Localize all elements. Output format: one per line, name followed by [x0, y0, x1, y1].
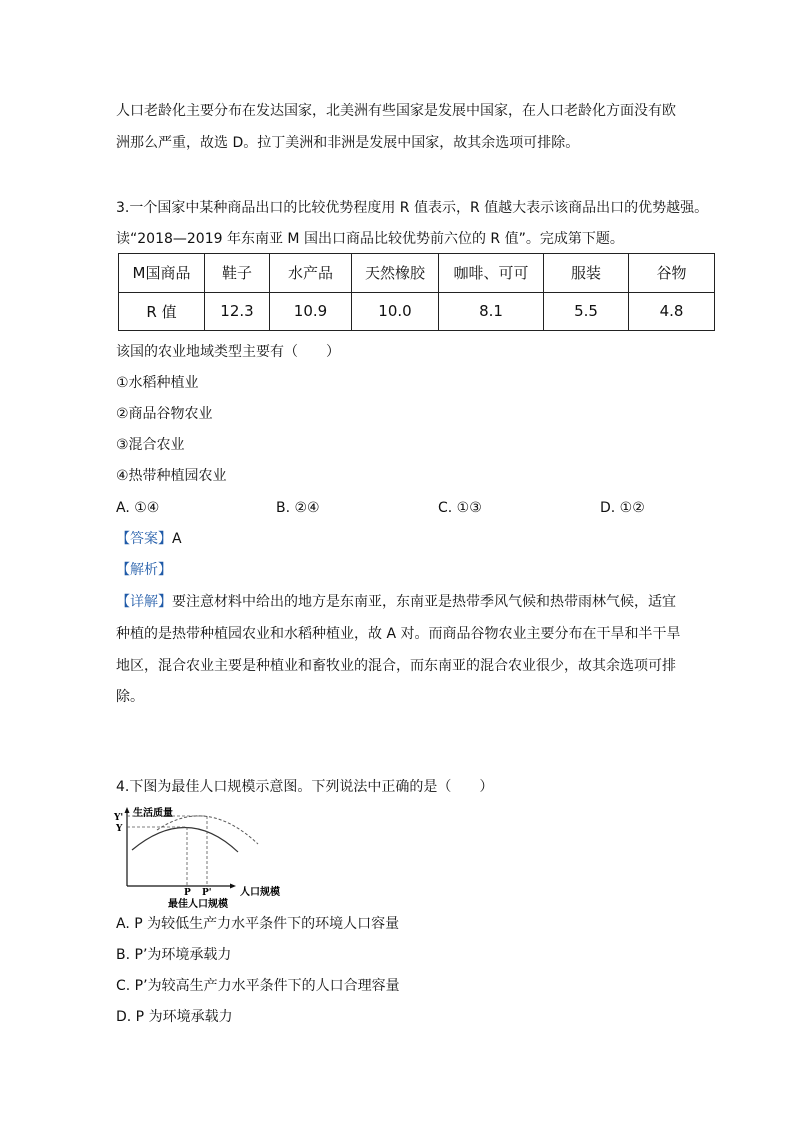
detail-tag: 【详解】	[116, 594, 172, 610]
x-axis-arrow	[230, 884, 236, 889]
table-cell: 10.9	[270, 292, 352, 331]
table-cell: 12.3	[205, 292, 270, 331]
y-label: Y	[116, 824, 123, 834]
q3-answer	[116, 529, 182, 549]
table-cell: 8.1	[439, 292, 544, 331]
table-cell: 服装	[544, 254, 629, 293]
table-cell: 5.5	[544, 292, 629, 331]
table-cell: 水产品	[270, 254, 352, 293]
q3-detail-line-2: 种植的是热带种植园农业和水稻种植业，故 A 对。而商品谷物农业主要分布在干旱和半干旱	[116, 626, 681, 642]
q3-item-3: ③混合农业	[116, 437, 185, 453]
answer-value: A	[172, 531, 182, 547]
x-axis-label: 人口规模	[240, 887, 280, 898]
detail-text: 要注意材料中给出的地方是东南亚，东南亚是热带季风气候和热带雨林气候，适宜	[172, 594, 676, 610]
intro-line-2: 洲那么严重，故选 D。拉丁美洲和非洲是发展中国家，故其余选项可排除。	[116, 135, 580, 151]
q3-analysis-tag: 【解析】	[116, 562, 172, 578]
optimum-population-label: 最佳人口规模	[168, 899, 228, 910]
q3-option-d: D. ①②	[600, 500, 645, 516]
q4-option-c: C. P’为较高生产力水平条件下的人口合理容量	[116, 978, 400, 994]
table-cell: R 值	[119, 292, 205, 331]
q3-stem-line-1: 3.一个国家中某种商品出口的比较优势程度用 R 值表示，R 值越大表示该商品出口的优势越强。	[116, 200, 709, 216]
y-axis-label: 生活质量	[133, 808, 173, 819]
q4-option-d: D. P 为环境承载力	[116, 1009, 233, 1025]
dashed-curve	[157, 816, 258, 844]
table-cell: 10.0	[352, 292, 439, 331]
q4-stem: 4.下图为最佳人口规模示意图。下列说法中正确的是（ ）	[116, 779, 494, 795]
optimum-population-diagram	[112, 806, 312, 910]
q3-option-c: C. ①③	[438, 500, 482, 516]
q3-question: 该国的农业地域类型主要有（ ）	[116, 344, 340, 360]
y-prime-label: Y'	[114, 813, 124, 823]
q3-item-1: ①水稻种植业	[116, 375, 199, 391]
r-value-table	[118, 253, 715, 331]
table-cell: 咖啡、可可	[439, 254, 544, 293]
q4-option-a: A. P 为较低生产力水平条件下的环境人口容量	[116, 916, 400, 932]
q3-item-4: ④热带种植园农业	[116, 468, 227, 484]
q3-stem-line-2: 读“2018—2019 年东南亚 M 国出口商品比较优势前六位的 R 值”。完成第下题。	[116, 231, 624, 247]
q3-detail-line-3: 地区，混合农业主要是种植业和畜牧业的混合，而东南亚的混合农业很少，故其余选项可排	[116, 658, 676, 674]
q3-detail-line-1	[116, 592, 676, 612]
q3-option-b: B. ②④	[276, 500, 320, 516]
table-cell: 鞋子	[205, 254, 270, 293]
table-row	[119, 292, 715, 331]
q3-option-a: A. ①④	[116, 500, 160, 516]
intro-line-1: 人口老龄化主要分布在发达国家，北美洲有些国家是发展中国家，在人口老龄化方面没有欧	[116, 103, 676, 119]
table-cell: 天然橡胶	[352, 254, 439, 293]
q4-option-b: B. P’为环境承载力	[116, 947, 232, 963]
q3-detail-line-4: 除。	[116, 689, 144, 705]
q3-item-2: ②商品谷物农业	[116, 406, 213, 422]
answer-tag: 【答案】	[116, 531, 172, 547]
p-label: P	[184, 888, 191, 898]
p-prime-label: P'	[202, 888, 212, 898]
table-header-row	[119, 254, 715, 293]
table-cell: M国商品	[119, 254, 205, 293]
y-axis-arrow	[125, 807, 130, 813]
table-cell: 4.8	[629, 292, 715, 331]
table-cell: 谷物	[629, 254, 715, 293]
solid-curve	[132, 827, 238, 852]
